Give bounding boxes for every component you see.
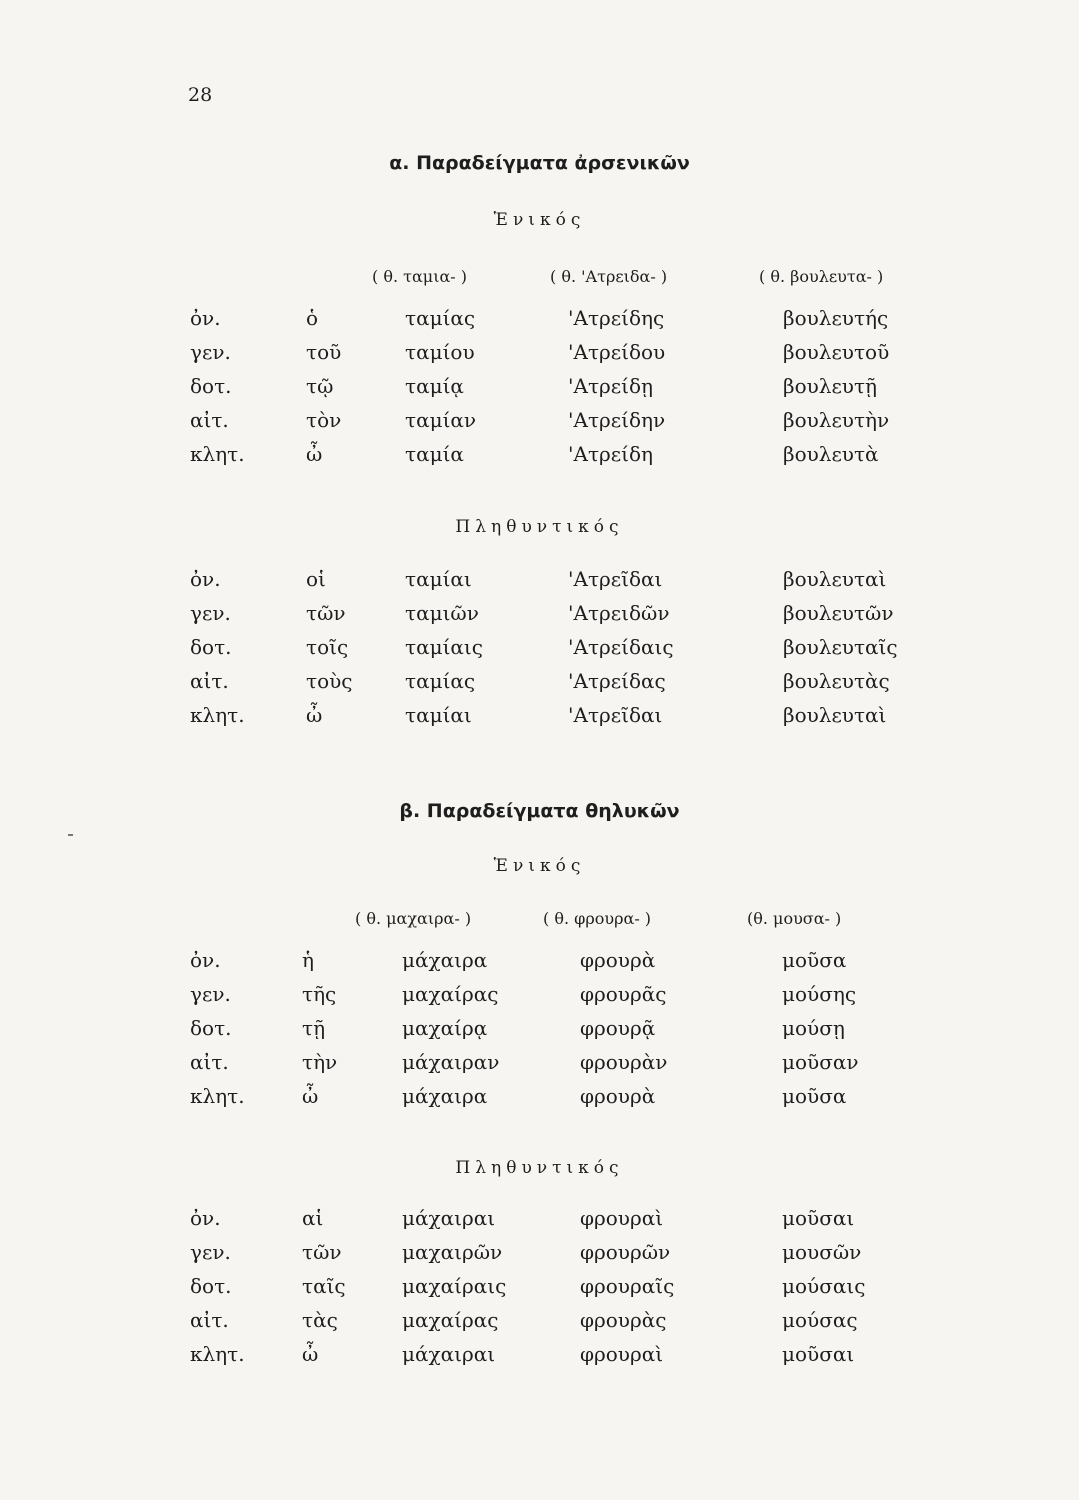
- case-label: γεν.: [190, 601, 231, 625]
- table-row: [0, 567, 1079, 597]
- case-label: ὀν.: [190, 948, 221, 972]
- form: 'Ατρειδῶν: [568, 601, 670, 625]
- form: μοῦσα: [782, 948, 847, 972]
- form: ταμίας: [405, 306, 476, 330]
- form: μαχαιρῶν: [402, 1240, 503, 1264]
- form: μάχαιρα: [402, 1084, 488, 1108]
- article: τοῦ: [306, 340, 342, 364]
- form: φρουραὶ: [580, 1342, 664, 1366]
- form: βουλευτῶν: [783, 601, 894, 625]
- form: μούσης: [782, 982, 857, 1006]
- form: φρουρᾶς: [580, 982, 667, 1006]
- case-label: ὀν.: [190, 306, 221, 330]
- form: μοῦσαν: [782, 1050, 859, 1074]
- form: μουσῶν: [782, 1240, 862, 1264]
- table-row: [0, 442, 1079, 472]
- table-row: [0, 703, 1079, 733]
- table-row: [0, 1084, 1079, 1114]
- form: φρουρὰ: [580, 948, 656, 972]
- article: αἱ: [302, 1206, 324, 1230]
- form: 'Ατρείδης: [568, 306, 665, 330]
- number-label-singular: Ἑνικός: [493, 210, 586, 230]
- article: ὦ: [306, 442, 323, 466]
- table-row: [0, 948, 1079, 978]
- form: βουλευτὰς: [783, 669, 890, 693]
- form: μούσῃ: [782, 1016, 845, 1040]
- case-label: αἰτ.: [190, 1050, 229, 1074]
- form: 'Ατρείδη: [568, 442, 653, 466]
- table-row: [0, 1016, 1079, 1046]
- number-label-singular: Ἑνικός: [493, 856, 586, 876]
- form: μούσας: [782, 1308, 858, 1332]
- article: τὸν: [306, 408, 342, 432]
- article: ὦ: [302, 1084, 319, 1108]
- form: ταμιῶν: [405, 601, 479, 625]
- form: φρουρῶν: [580, 1240, 671, 1264]
- form: μοῦσαι: [782, 1206, 855, 1230]
- article: ταῖς: [302, 1274, 346, 1298]
- case-label: αἰτ.: [190, 1308, 229, 1332]
- case-label: γεν.: [190, 1240, 231, 1264]
- form: 'Ατρείδαις: [568, 635, 674, 659]
- case-label: κλητ.: [190, 1342, 245, 1366]
- case-label: κλητ.: [190, 442, 245, 466]
- form: φρουρᾷ: [580, 1016, 656, 1040]
- table-row: [0, 1274, 1079, 1304]
- form: μαχαίρας: [402, 982, 499, 1006]
- form: βουλευτής: [783, 306, 889, 330]
- form: βουλευτῇ: [783, 374, 878, 398]
- form: 'Ατρεῖδαι: [568, 703, 663, 727]
- article: τοὺς: [306, 669, 353, 693]
- article: ὦ: [306, 703, 323, 727]
- table-row: [0, 601, 1079, 631]
- section-title-masculine: α. Παραδείγματα ἀρσενικῶν: [389, 152, 690, 174]
- form: βουλευτὰ: [783, 442, 879, 466]
- stem-label: ( θ. μαχαιρα- ): [355, 909, 472, 928]
- section-title-feminine: β. Παραδείγματα θηλυκῶν: [399, 800, 680, 822]
- form: φρουραὶ: [580, 1206, 664, 1230]
- form: μούσαις: [782, 1274, 866, 1298]
- article: τῇ: [302, 1016, 326, 1040]
- form: 'Ατρείδην: [568, 408, 666, 432]
- stem-label: (θ. μουσα- ): [747, 909, 842, 928]
- article: οἱ: [306, 567, 326, 591]
- article: ὦ: [302, 1342, 319, 1366]
- form: βουλευτὴν: [783, 408, 890, 432]
- stem-label: ( θ. ταμια- ): [372, 267, 467, 286]
- stray-mark: [68, 834, 73, 836]
- form: 'Ατρείδας: [568, 669, 666, 693]
- form: φρουρὰν: [580, 1050, 668, 1074]
- form: 'Ατρείδῃ: [568, 374, 653, 398]
- form: βουλευταῖς: [783, 635, 898, 659]
- table-row: [0, 1050, 1079, 1080]
- case-label: αἰτ.: [190, 408, 229, 432]
- table-row: [0, 408, 1079, 438]
- article: τὴν: [302, 1050, 338, 1074]
- article: τοῖς: [306, 635, 349, 659]
- table-row: [0, 1308, 1079, 1338]
- form: μάχαιραι: [402, 1206, 496, 1230]
- form: μοῦσα: [782, 1084, 847, 1108]
- case-label: δοτ.: [190, 1016, 232, 1040]
- article: τῷ: [306, 374, 334, 398]
- case-label: δοτ.: [190, 635, 232, 659]
- article: τὰς: [302, 1308, 338, 1332]
- table-row: [0, 1206, 1079, 1236]
- table-row: [0, 1342, 1079, 1372]
- case-label: δοτ.: [190, 374, 232, 398]
- case-label: γεν.: [190, 982, 231, 1006]
- form: ταμίαι: [405, 703, 472, 727]
- stem-label: ( θ. βουλευτα- ): [759, 267, 884, 286]
- table-row: [0, 635, 1079, 665]
- form: ταμίαν: [405, 408, 477, 432]
- case-label: κλητ.: [190, 1084, 245, 1108]
- stem-label: ( θ. 'Ατρειδα- ): [550, 267, 668, 286]
- form: ταμίου: [405, 340, 475, 364]
- article: ὁ: [306, 306, 319, 330]
- table-row: [0, 1240, 1079, 1270]
- table-row: [0, 340, 1079, 370]
- form: ταμίαις: [405, 635, 483, 659]
- form: φρουραῖς: [580, 1274, 675, 1298]
- form: 'Ατρεῖδαι: [568, 567, 663, 591]
- form: μάχαιραν: [402, 1050, 500, 1074]
- form: μοῦσαι: [782, 1342, 855, 1366]
- case-label: ὀν.: [190, 1206, 221, 1230]
- form: μαχαίρας: [402, 1308, 499, 1332]
- article: τῆς: [302, 982, 337, 1006]
- case-label: γεν.: [190, 340, 231, 364]
- case-label: αἰτ.: [190, 669, 229, 693]
- stem-label: ( θ. φρουρα- ): [543, 909, 652, 928]
- number-label-plural: Πληθυντικός: [455, 1158, 624, 1178]
- form: μάχαιρα: [402, 948, 488, 972]
- form: φρουρὰς: [580, 1308, 667, 1332]
- article: τῶν: [306, 601, 346, 625]
- form: βουλευτοῦ: [783, 340, 890, 364]
- article: τῶν: [302, 1240, 342, 1264]
- case-label: κλητ.: [190, 703, 245, 727]
- case-label: ὀν.: [190, 567, 221, 591]
- form: μαχαίρᾳ: [402, 1016, 488, 1040]
- form: ταμίαι: [405, 567, 472, 591]
- case-label: δοτ.: [190, 1274, 232, 1298]
- table-row: [0, 669, 1079, 699]
- form: βουλευταὶ: [783, 567, 887, 591]
- form: ταμίας: [405, 669, 476, 693]
- table-row: [0, 982, 1079, 1012]
- form: ταμία: [405, 442, 464, 466]
- form: μαχαίραις: [402, 1274, 507, 1298]
- form: μάχαιραι: [402, 1342, 496, 1366]
- number-label-plural: Πληθυντικός: [455, 517, 624, 537]
- table-row: [0, 374, 1079, 404]
- article: ἡ: [302, 948, 314, 972]
- form: 'Ατρείδου: [568, 340, 666, 364]
- form: ταμίᾳ: [405, 374, 464, 398]
- form: φρουρὰ: [580, 1084, 656, 1108]
- page-number: 28: [188, 84, 213, 106]
- table-row: [0, 306, 1079, 336]
- form: βουλευταὶ: [783, 703, 887, 727]
